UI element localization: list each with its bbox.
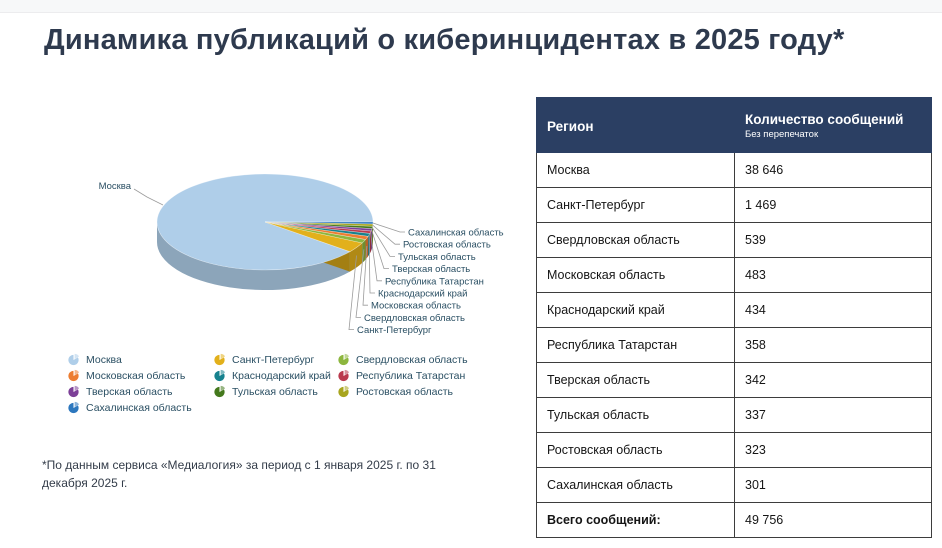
region-cell: Тверская область	[537, 363, 735, 398]
pie-chart	[30, 148, 530, 383]
page-title: Динамика публикаций о киберинцидентах в 2025 году*	[44, 24, 845, 56]
table-row	[537, 188, 932, 223]
count-header-title: Количество сообщений	[745, 112, 904, 127]
legend-item	[213, 369, 337, 382]
legend-item	[67, 369, 213, 382]
legend-item	[213, 353, 337, 366]
legend-item	[67, 401, 213, 414]
table-header-row	[537, 98, 932, 153]
count-cell: 337	[735, 398, 932, 433]
legend-pie-icon	[67, 401, 80, 414]
total-value-cell: 49 756	[735, 503, 932, 538]
leader-line	[134, 189, 163, 205]
pie-slice-label: Тульская область	[398, 251, 476, 263]
total-label-cell: Всего сообщений:	[537, 503, 735, 538]
legend-pie-icon	[213, 385, 226, 398]
region-table	[536, 97, 932, 538]
legend-label: Ростовская область	[356, 385, 454, 398]
legend-pie-icon	[337, 353, 350, 366]
table-row	[537, 398, 932, 433]
pie-slice-label: Ростовская область	[403, 239, 491, 251]
chart-legend	[67, 353, 507, 414]
legend-item	[67, 353, 213, 366]
legend-label: Республика Татарстан	[356, 369, 466, 382]
count-cell: 1 469	[735, 188, 932, 223]
legend-item	[213, 385, 337, 398]
region-cell: Москва	[537, 153, 735, 188]
count-cell: 483	[735, 258, 932, 293]
legend-label: Тульская область	[232, 385, 318, 398]
count-cell: 38 646	[735, 153, 932, 188]
region-cell: Санкт-Петербург	[537, 188, 735, 223]
table-row	[537, 258, 932, 293]
table-row	[537, 433, 932, 468]
region-cell: Краснодарский край	[537, 293, 735, 328]
legend-pie-icon	[213, 353, 226, 366]
leader-line	[373, 223, 405, 232]
legend-label: Краснодарский край	[232, 369, 331, 382]
legend-pie-icon	[67, 369, 80, 382]
top-strip	[0, 0, 942, 13]
legend-pie-icon	[337, 369, 350, 382]
count-cell: 342	[735, 363, 932, 398]
count-cell: 323	[735, 433, 932, 468]
legend-label: Москва	[86, 353, 122, 366]
region-cell: Московская область	[537, 258, 735, 293]
region-cell: Республика Татарстан	[537, 328, 735, 363]
pie-slice-label: Краснодарский край	[378, 288, 468, 300]
count-cell: 434	[735, 293, 932, 328]
region-column-header: Регион	[537, 98, 735, 153]
legend-label: Свердловская область	[356, 353, 468, 366]
legend-label: Московская область	[86, 369, 186, 382]
legend-pie-icon	[213, 369, 226, 382]
count-column-header	[735, 98, 932, 153]
leader-line	[372, 230, 389, 269]
footnote: *По данным сервиса «Медиалогия» за период с 1 января 2025 г. по 31 декабря 2025 г.	[42, 458, 436, 490]
pie-slice-label: Московская область	[371, 300, 461, 312]
table-row	[537, 293, 932, 328]
legend-item	[337, 369, 507, 382]
legend-pie-icon	[67, 385, 80, 398]
pie-slice-label: Санкт-Петербург	[357, 325, 432, 337]
region-cell: Тульская область	[537, 398, 735, 433]
table-row	[537, 363, 932, 398]
count-header-subtitle: Без перепечаток	[745, 129, 819, 140]
pie-slice-label: Тверская область	[392, 264, 471, 276]
region-cell: Свердловская область	[537, 223, 735, 258]
legend-item	[337, 353, 507, 366]
legend-label: Тверская область	[86, 385, 173, 398]
pie-slice-label: Москва	[98, 181, 131, 192]
legend-label: Санкт-Петербург	[232, 353, 315, 366]
pie-slice-label: Сахалинская область	[408, 227, 504, 239]
legend-label: Сахалинская область	[86, 401, 192, 414]
legend-pie-icon	[67, 353, 80, 366]
region-cell: Ростовская область	[537, 433, 735, 468]
table-row	[537, 468, 932, 503]
legend-item	[337, 385, 507, 398]
table-total-row	[537, 503, 932, 538]
count-cell: 539	[735, 223, 932, 258]
count-cell: 301	[735, 468, 932, 503]
region-cell: Сахалинская область	[537, 468, 735, 503]
legend-pie-icon	[337, 385, 350, 398]
pie-slice-label: Свердловская область	[364, 312, 465, 324]
table-row	[537, 153, 932, 188]
table-row	[537, 223, 932, 258]
legend-item	[67, 385, 213, 398]
table-row	[537, 328, 932, 363]
pie-slice-label: Республика Татарстан	[385, 276, 484, 288]
count-cell: 358	[735, 328, 932, 363]
